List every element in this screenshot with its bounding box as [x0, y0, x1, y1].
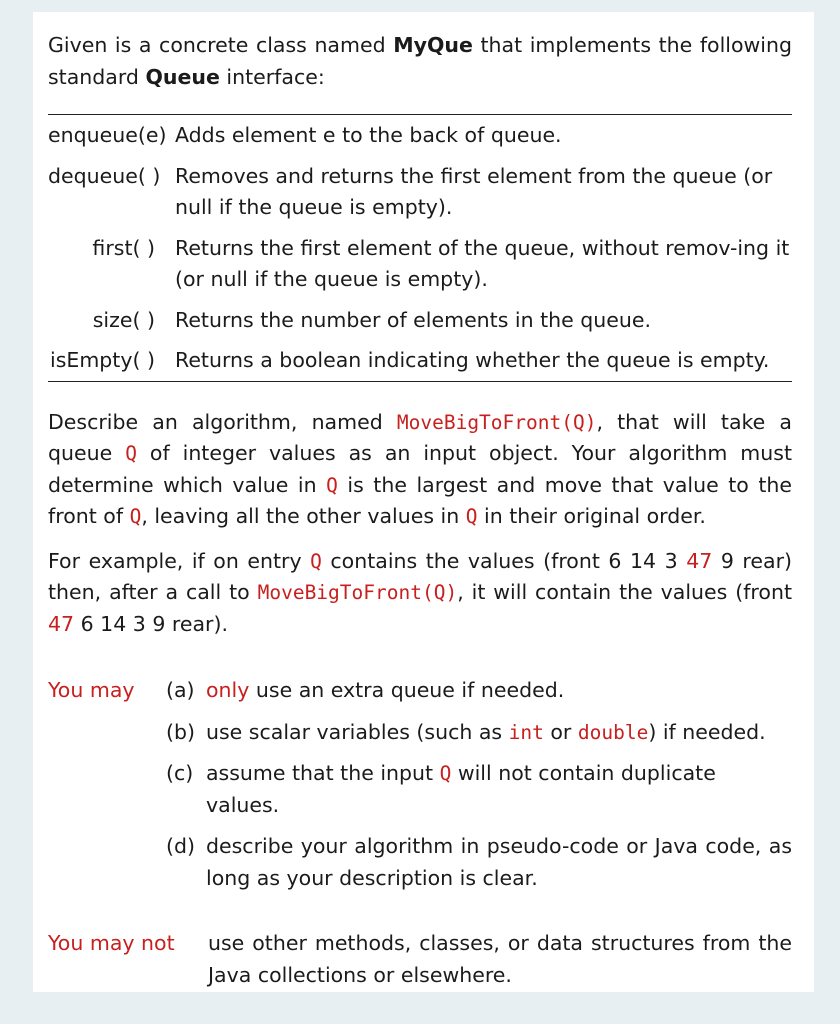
- operation-row: [48, 161, 792, 224]
- item-text-part: use scalar variables (such as: [206, 719, 509, 744]
- intro-text-2: that implements the following standard: [48, 33, 793, 89]
- queue-var: Q: [326, 473, 338, 497]
- item-letter: (c): [166, 761, 194, 785]
- interface-name: Queue: [145, 64, 220, 89]
- operation-description: Returns the number of elements in the queue.: [175, 307, 652, 332]
- emphasis-word: only: [206, 678, 250, 702]
- class-name: MyQue: [393, 33, 473, 57]
- operation-description: Removes and returns the first element from the queue (or null if the queue is empty).: [175, 163, 773, 219]
- item-text: [206, 717, 792, 749]
- item-text: [206, 758, 792, 821]
- you-may-not-label: You may not: [48, 931, 175, 955]
- queue-var: Q: [465, 505, 478, 528]
- list-item: [166, 831, 792, 894]
- operation-name: size( ): [92, 307, 155, 332]
- you-may-list: [166, 675, 792, 894]
- describe-text: Describe an algorithm, named: [48, 409, 397, 434]
- operation-description: Adds element e to the back of queue.: [175, 123, 562, 147]
- describe-text: is the largest and move that value to the front of: [48, 472, 792, 528]
- list-item: [166, 717, 792, 749]
- operation-row: [48, 120, 792, 152]
- you-may-not-section: [48, 928, 792, 991]
- algorithm-name: MoveBigToFront(Q): [396, 410, 597, 434]
- describe-text: of integer values as an input object. Your algorithm must determine which value in: [48, 441, 792, 497]
- operation-name: isEmpty( ): [50, 348, 155, 372]
- example-paragraph: [48, 546, 792, 641]
- operation-name: first( ): [92, 235, 155, 260]
- example-text: 9 rear) then, after a call to: [48, 548, 792, 604]
- list-item: [166, 758, 792, 821]
- document-page: [33, 12, 814, 992]
- item-text: [206, 675, 792, 707]
- operation-description: Returns the first element of the queue, without remov-ing it (or null if the queue is empty).: [175, 235, 790, 291]
- describe-paragraph: [48, 407, 792, 533]
- largest-value: 47: [686, 548, 713, 573]
- operation-row: [48, 305, 792, 337]
- item-text-part: will not contain duplicate values.: [206, 761, 716, 817]
- queue-var: Q: [439, 762, 452, 785]
- you-may-not-text: use other methods, classes, or data structures from the Java collections or elsewhere.: [208, 931, 792, 987]
- example-text: , it will contain the values (front: [457, 580, 792, 604]
- list-item: [166, 675, 792, 707]
- item-text-part: or: [543, 719, 578, 744]
- item-letter: (b): [166, 719, 196, 744]
- queue-var: Q: [310, 549, 322, 573]
- describe-text: , that will take a queue: [48, 409, 792, 465]
- you-may-label: You may: [48, 678, 135, 702]
- queue-var: Q: [129, 505, 142, 528]
- intro-text-3: interface:: [219, 64, 325, 89]
- intro-paragraph: [48, 30, 792, 93]
- item-text: describe your algorithm in pseudo-code or Java code, as long as your description is clear.: [206, 834, 792, 890]
- operation-description: Returns a boolean indicating whether the queue is empty.: [175, 348, 770, 372]
- item-text-part: use an extra queue if needed.: [249, 678, 565, 702]
- largest-value: 47: [48, 611, 75, 636]
- type-double: double: [577, 720, 649, 744]
- intro-text-1: Given is a concrete class named: [48, 33, 394, 57]
- operation-row: [48, 233, 792, 296]
- item-text-part: ) if needed.: [648, 719, 766, 744]
- queue-var: Q: [125, 442, 137, 465]
- operations-table: [48, 114, 792, 382]
- operation-name: dequeue( ): [48, 163, 161, 188]
- operation-name: enqueue(e): [48, 123, 167, 147]
- algorithm-name: MoveBigToFront(Q): [257, 581, 458, 604]
- item-letter: (d): [166, 834, 196, 858]
- item-letter: (a): [166, 678, 195, 702]
- operation-row: [48, 345, 792, 377]
- type-int: int: [508, 720, 544, 744]
- you-may-section: [48, 675, 792, 894]
- example-text: For example, if on entry: [48, 548, 311, 573]
- describe-text: , leaving all the other values in: [141, 504, 466, 528]
- example-text: contains the values (front 6 14 3: [321, 548, 687, 573]
- example-text: 6 14 3 9 rear).: [74, 611, 228, 636]
- item-text-part: assume that the input: [206, 761, 440, 785]
- describe-text: in their original order.: [477, 504, 706, 528]
